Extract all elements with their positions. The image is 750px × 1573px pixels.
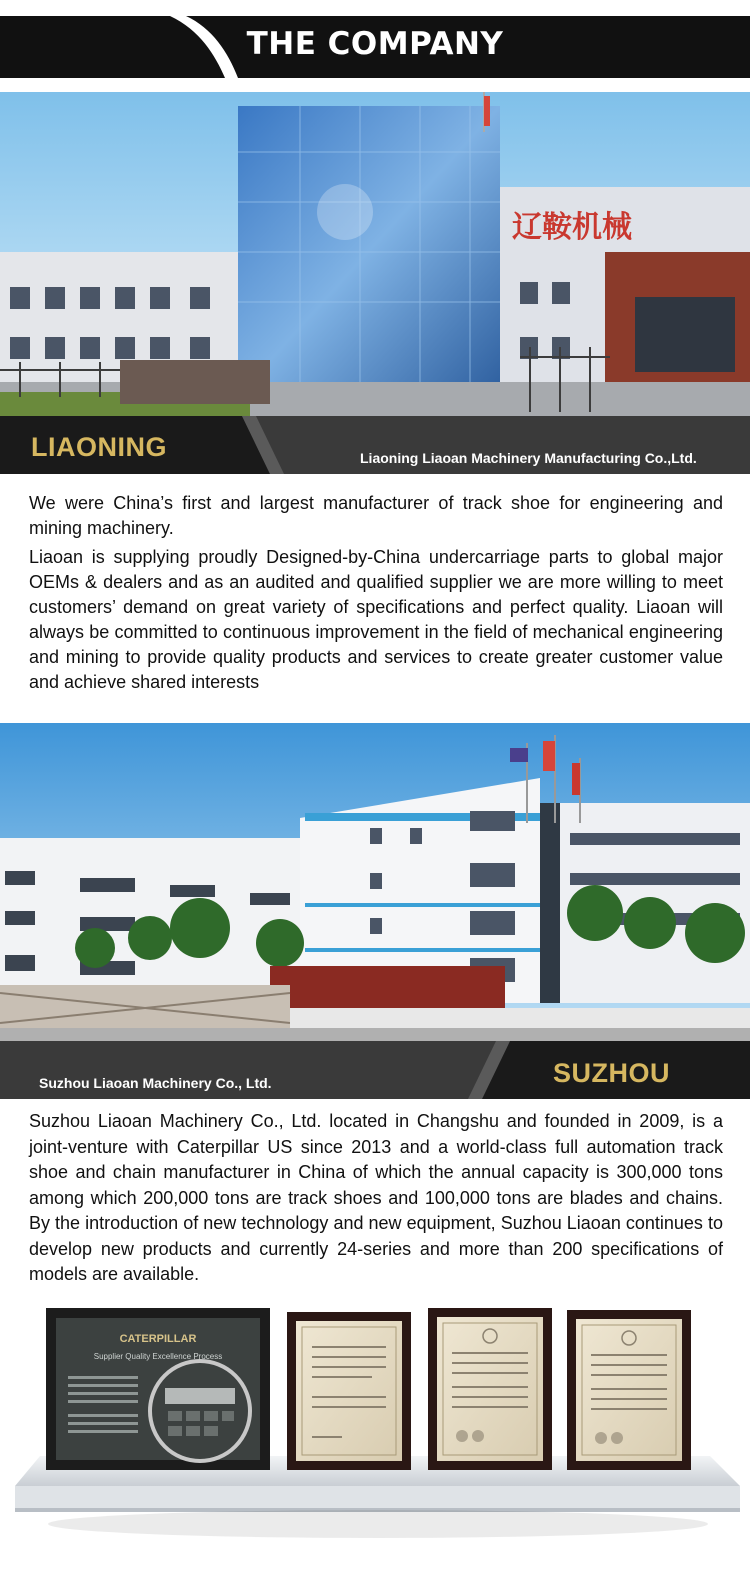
environmental-certificate-frame [428,1308,552,1470]
liaoning-company-name: Liaoning Liaoan Machinery Manufacturing Co.,Ltd. [360,450,697,466]
caterpillar-award-title: Supplier Quality Excellence Process [93,1352,223,1361]
suzhou-caption-bar [0,1041,750,1099]
supplier-certificate-frame [287,1312,411,1470]
certificates-display [0,1296,750,1573]
liaoning-paragraph: Liaoan is supplying proudly Designed-by-China undercarriage parts to global major OEMs & dealers and as an audited and qualified supplier we are more willing to meet customers’ demand on great variety of specifications and perfect quality. Liaoan will always be committed to continuous improvement in the field of mechanical engineering and mining to provide quality products and services to create greater customer value and achieve shared interests [29,547,723,692]
liaoning-paragraph: We were China’s first and largest manufacturer of track shoe for engineering and mining machinery. [29,493,723,538]
liaoning-city-label: LIAONING [31,432,167,462]
liaoning-caption-bar [0,416,750,474]
suzhou-description [29,1109,723,1292]
liaoning-factory-photo [0,92,750,418]
liaoning-description [29,491,723,699]
suzhou-factory-photo [0,723,750,1041]
factory-sign: 辽鞍机械 [512,210,632,245]
caterpillar-brand: CATERPILLAR [119,1333,197,1345]
suzhou-paragraph: Suzhou Liaoan Machinery Co., Ltd. located in Changshu and founded in 2009, is a joint-venture with Caterpillar US since 2013 and a world-class full automation track shoe and chain manufacturer in China of which the annual capacity is 300,000 tons among which 200,000 tons are track shoes and 100,000 tons are blades and chains. By the introduction of new technology and new equipment, Suzhou Liaoan continues to develop new products and currently 24-series and more than 200 specifications of models are available. [29,1111,723,1284]
suzhou-city-label: SUZHOU [553,1058,670,1088]
caterpillar-plaque [46,1308,270,1470]
quality-certificate-frame [567,1310,691,1470]
page-title: THE COMPANY [246,26,504,62]
page-header [0,0,750,92]
suzhou-company-name: Suzhou Liaoan Machinery Co., Ltd. [39,1075,272,1091]
